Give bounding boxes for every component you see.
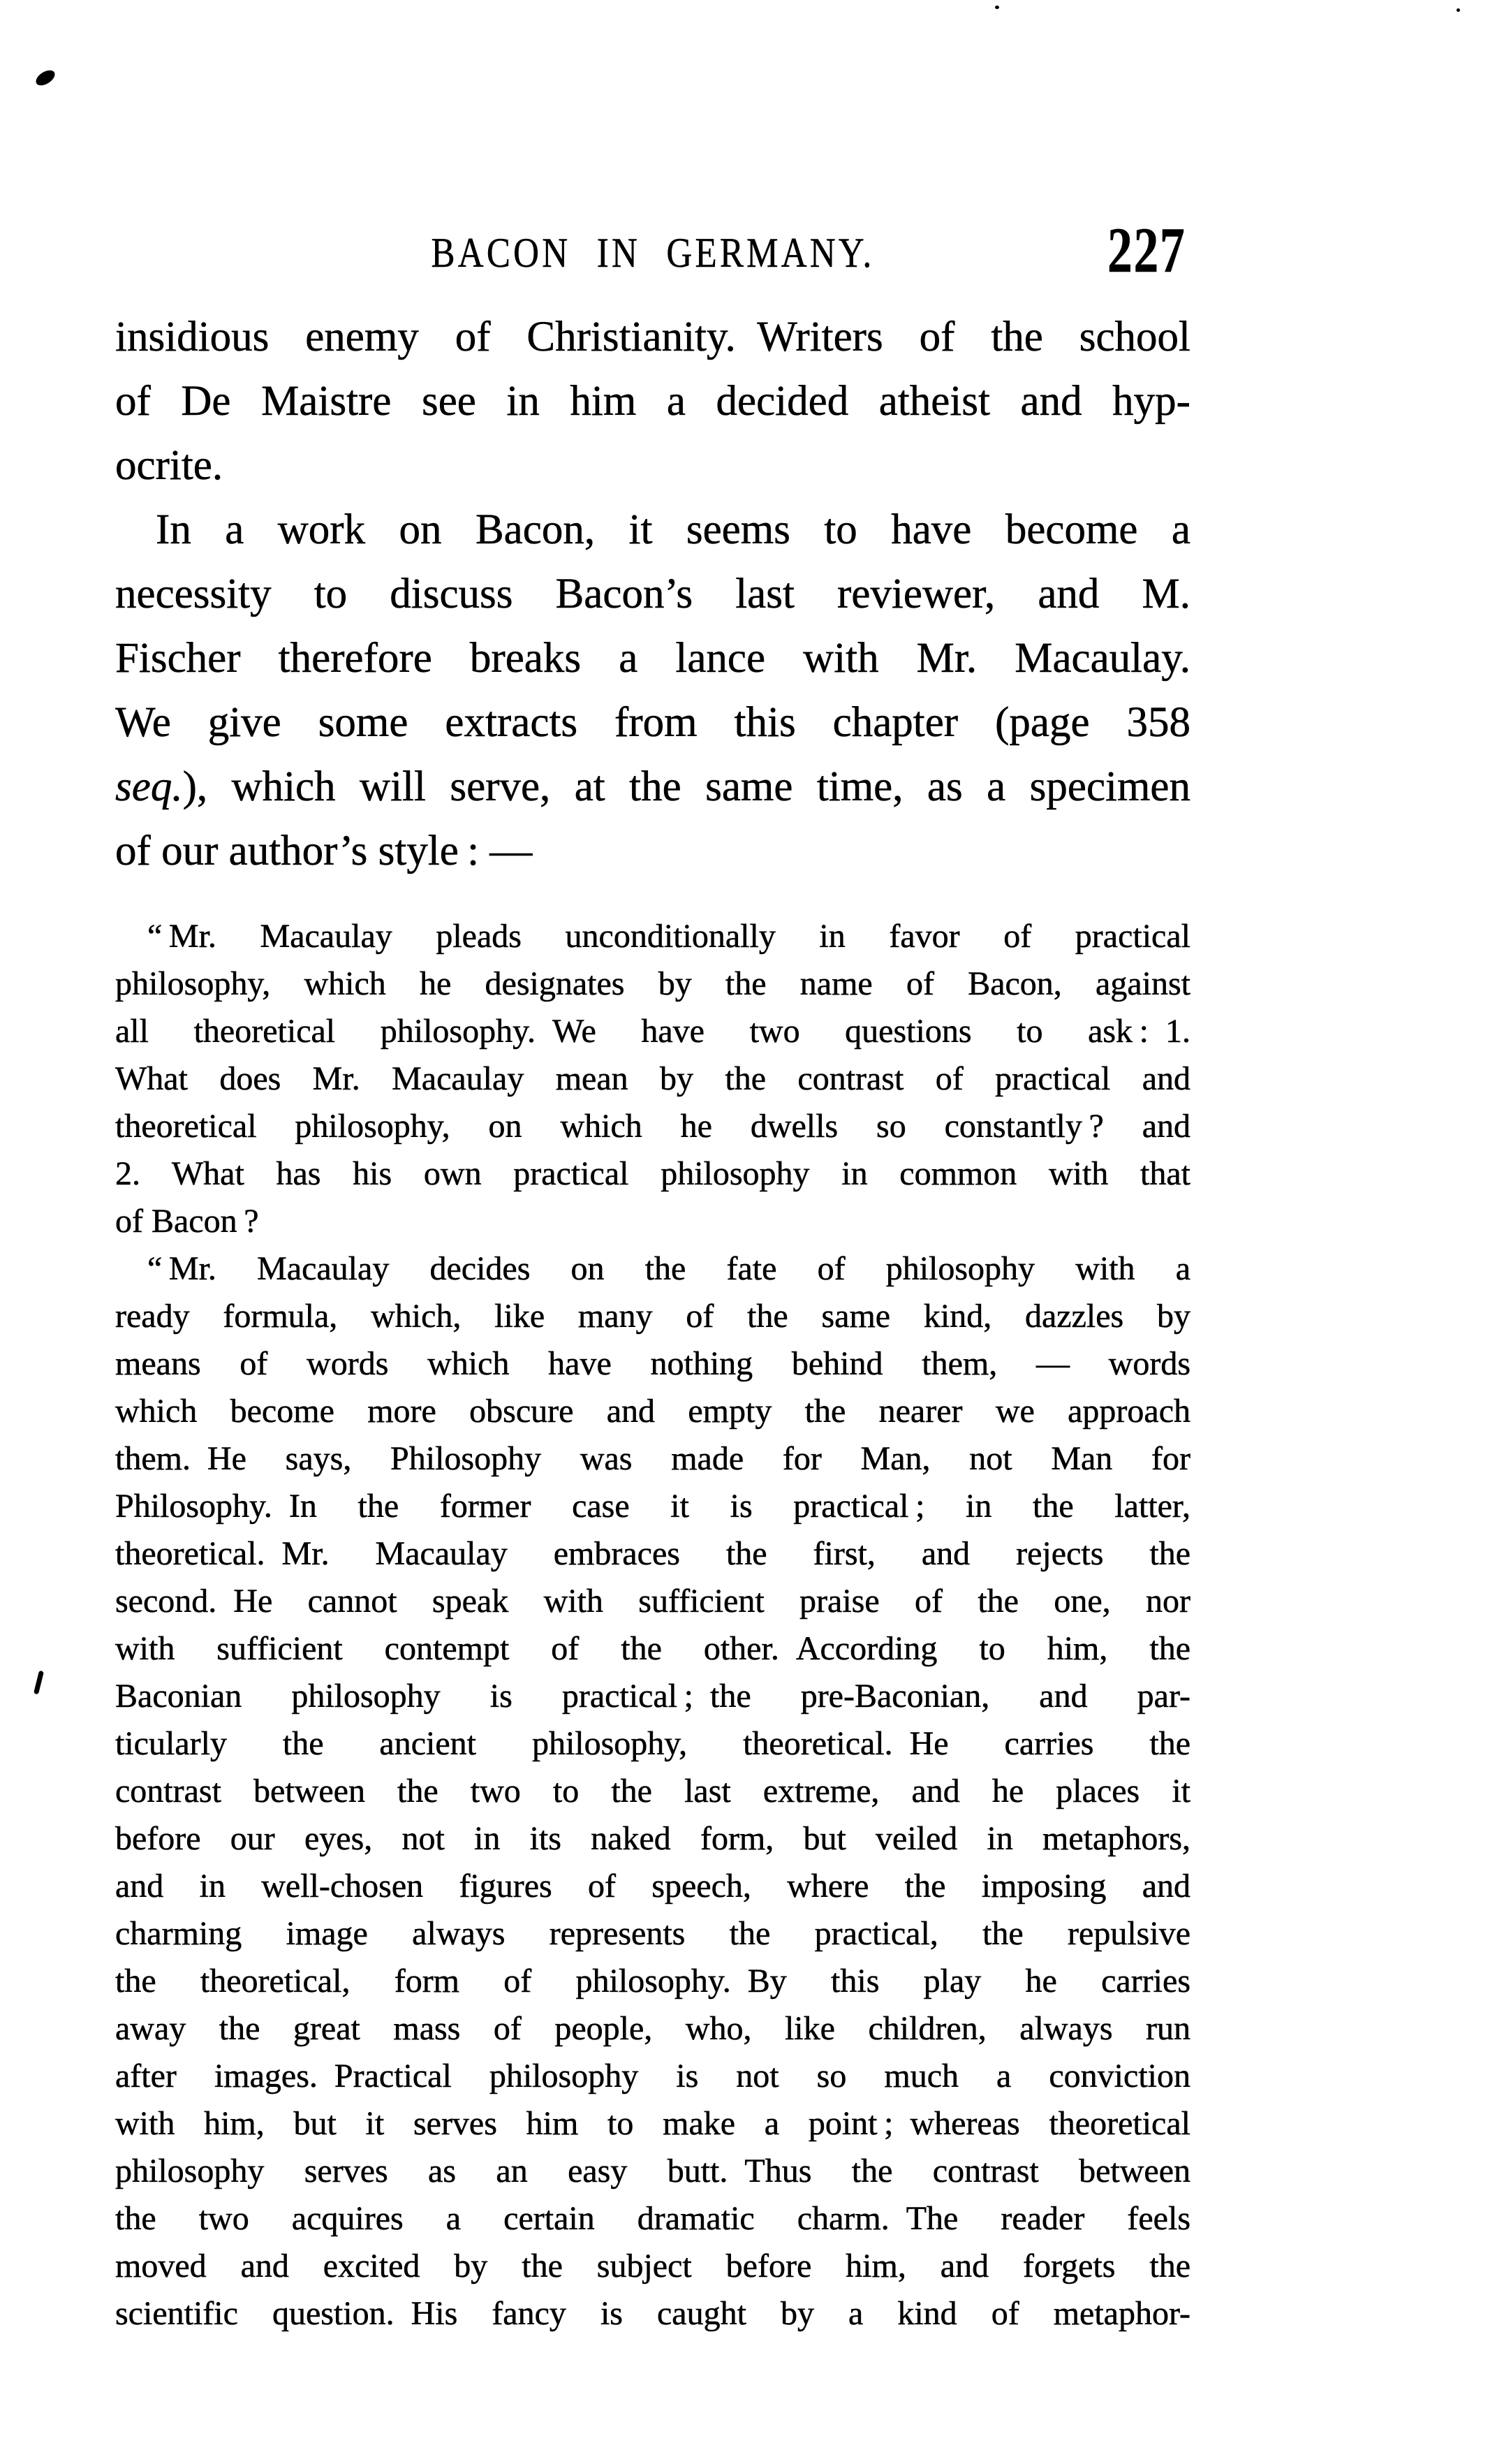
text-line: the two acquires a certain dramatic charm. The reader feels: [115, 2200, 1190, 2237]
text-line: insidious enemy of Christianity. Writers of the school: [115, 314, 1190, 360]
paragraph-2: [115, 498, 1190, 883]
text-line: them. He says, Philosophy was made for Man, not Man for: [115, 1440, 1190, 1477]
running-title: BACON IN GERMANY.: [431, 230, 875, 276]
text-line: with sufficient contempt of the other. According to him, the: [115, 1630, 1190, 1667]
text-line: Philosophy. In the former case it is practical ; in the latter,: [115, 1488, 1190, 1525]
text-line: away the great mass of people, who, like children, always run: [115, 2010, 1190, 2047]
text-line: of De Maistre see in him a decided atheist and hyp-: [115, 378, 1190, 425]
text-line: “ Mr. Macaulay pleads unconditionally in favor of practical: [147, 918, 1190, 955]
text-line: ticularly the ancient philosophy, theoretical. He carries the: [115, 1725, 1190, 1762]
text-line: What does Mr. Macaulay mean by the contrast of practical and: [115, 1060, 1190, 1097]
text-line: charming image always represents the practical, the repulsive: [115, 1915, 1190, 1952]
ink-smudge-top-left: [34, 67, 57, 88]
paragraph-1: [115, 305, 1190, 498]
text-line: 2. What has his own practical philosophy in common with that: [115, 1155, 1190, 1192]
text-line: moved and excited by the subject before him, and forgets the: [115, 2247, 1190, 2285]
text-line: which become more obscure and empty the nearer we approach: [115, 1393, 1190, 1430]
dust-speck-top-center: [995, 6, 999, 9]
text-line: before our eyes, not in its naked form, but veiled in metaphors,: [115, 1820, 1190, 1857]
text-line: theoretical. Mr. Macaulay embraces the first, and rejects the: [115, 1535, 1190, 1572]
text-line: of Bacon ?: [115, 1203, 259, 1240]
text-line: scientific question. His fancy is caught by a kind of metaphor-: [115, 2295, 1190, 2332]
dust-speck-top-right: [1457, 8, 1460, 12]
text-line: theoretical philosophy, on which he dwells so constantly ? and: [115, 1108, 1190, 1145]
page-number: 227: [1107, 214, 1186, 286]
text-line: and in well-chosen figures of speech, where the imposing and: [115, 1868, 1190, 1905]
text-line: ready formula, which, like many of the same kind, dazzles by: [115, 1298, 1190, 1335]
text-line: necessity to discuss Bacon’s last reviewer, and M.: [115, 571, 1190, 617]
text-line: seq.), which will serve, at the same time, as a specimen: [115, 763, 1190, 810]
text-line: Fischer therefore breaks a lance with Mr. Macaulay.: [115, 635, 1190, 682]
text-line: of our author’s style : —: [115, 828, 533, 874]
text-line: Baconian philosophy is practical ; the pre-Baconian, and par-: [115, 1678, 1190, 1715]
ink-mark-left-margin: [34, 1671, 44, 1695]
text-body: [115, 305, 1190, 2338]
text-line: after images. Practical philosophy is not so much a conviction: [115, 2058, 1190, 2095]
text-line: In a work on Bacon, it seems to have become a: [156, 506, 1190, 553]
text-line: contrast between the two to the last extreme, and he places it: [115, 1773, 1190, 1810]
text-line: second. He cannot speak with sufficient praise of the one, nor: [115, 1583, 1190, 1620]
text-line: “ Mr. Macaulay decides on the fate of philosophy with a: [147, 1250, 1190, 1287]
text-line: ocrite.: [115, 442, 223, 489]
text-line: We give some extracts from this chapter (page 358: [115, 699, 1190, 746]
text-line: the theoretical, form of philosophy. By this play he carries: [115, 1963, 1190, 2000]
text-line: philosophy, which he designates by the name of Bacon, against: [115, 965, 1190, 1002]
text-line: with him, but it serves him to make a point ; whereas theoretical: [115, 2105, 1190, 2142]
text-line: all theoretical philosophy. We have two questions to ask : 1.: [115, 1013, 1190, 1050]
text-line: means of words which have nothing behind them, — words: [115, 1345, 1190, 1382]
paragraph-3: [115, 913, 1190, 1245]
text-line: philosophy serves as an easy butt. Thus the contrast between: [115, 2153, 1190, 2190]
paragraph-4: [115, 1245, 1190, 2338]
